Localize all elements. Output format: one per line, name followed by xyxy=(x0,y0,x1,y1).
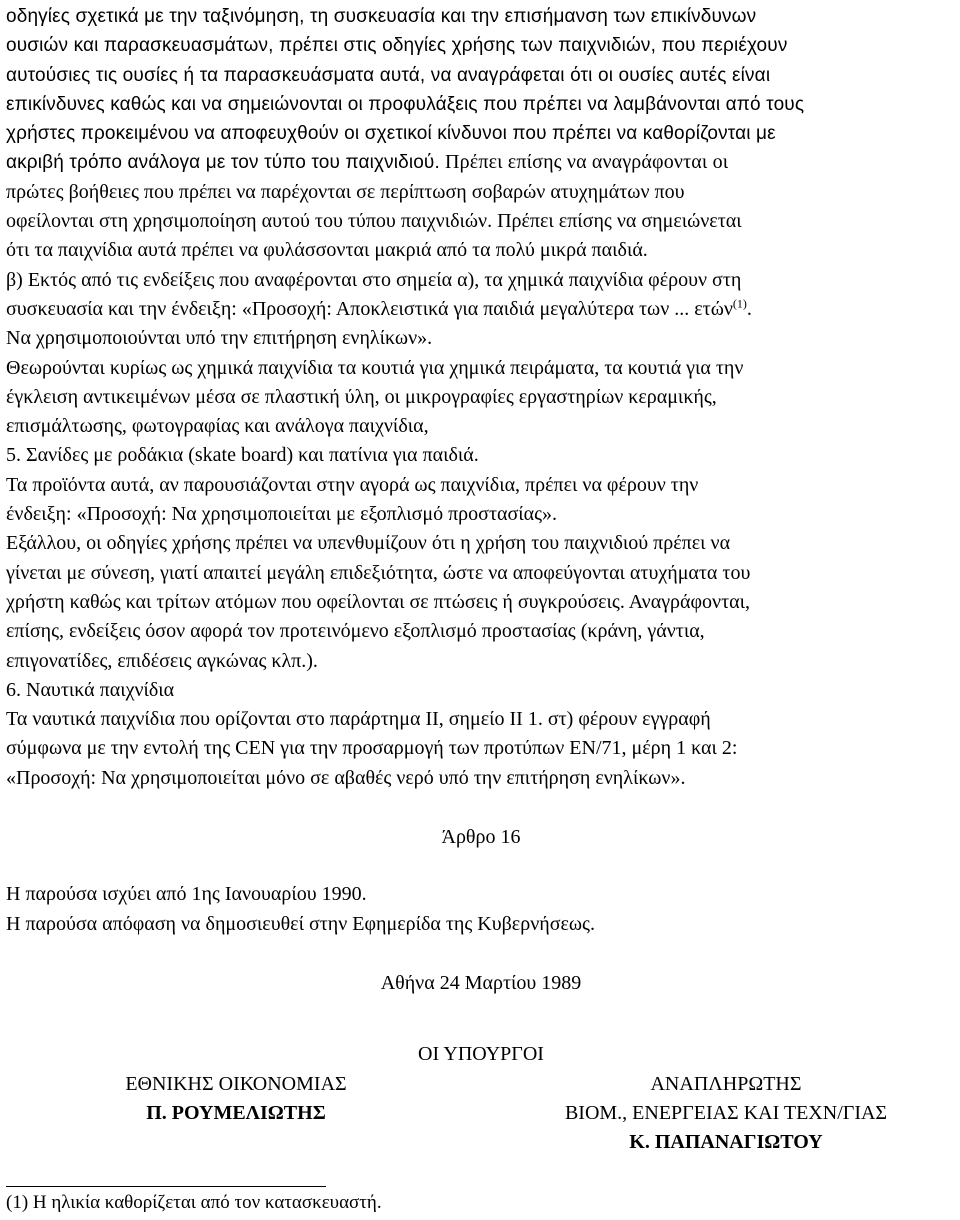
text-line: επιγονατίδες, επιδέσεις αγκώνας κλπ.). xyxy=(6,649,318,672)
text-line: επίσης, ενδείξεις όσον αφορά τον προτεινόμενο εξοπλισμό προστασίας (κράνη, γάντια, xyxy=(6,620,705,643)
first-aid-paragraph xyxy=(6,178,956,266)
text-line: σύμφωνα με την εντολή της CEN για την προσαρμογή των προτύπων EN/71, μέρη 1 και 2: xyxy=(6,737,738,760)
text-line: έγκλειση αντικειμένων μέσα σε πλαστική ύλη, οι μικρογραφίες εργαστηρίων κεραμικής, xyxy=(6,385,717,408)
item-6-heading: 6. Ναυτικά παιχνίδια xyxy=(6,678,175,701)
item-5-heading: 5. Σανίδες με ροδάκια (skate board) και πατίνια για παιδιά. xyxy=(6,444,479,467)
text-line: αυτούσιες τις ουσίες ή τα παρασκευάσματα αυτά, να αναγράφεται ότι οι ουσίες αυτές είναι xyxy=(6,64,771,86)
footnote: (1) Η ηλικία καθορίζεται από τον κατασκευαστή. xyxy=(6,1192,382,1213)
usage-instructions-paragraph xyxy=(6,529,956,675)
signature-right xyxy=(496,1070,956,1158)
document-page xyxy=(6,0,956,1213)
ministers-block xyxy=(6,1040,956,1157)
text-line: χρήστες προκειμένου να αποφευχθούν οι σχετικοί κίνδυνοι που πρέπει να καθορίζονται με xyxy=(6,123,776,145)
text-fragment: Πρέπει επίσης να αναγράφονται οι xyxy=(439,151,729,174)
text-fragment: ακριβή τρόπο ανάλογα με τον τύπο του παιχνιδιού. xyxy=(6,152,440,174)
text-line: επικίνδυνες καθώς και να σημειώνονται οι προφυλάξεις που πρέπει να λαμβάνονται από τους xyxy=(6,93,805,115)
footnote-divider xyxy=(6,1186,326,1187)
text-fragment: . xyxy=(746,297,752,320)
chemical-toys-label-paragraph xyxy=(6,266,956,354)
text-line xyxy=(6,148,956,177)
minister-right-subtitle: ΒΙΟΜ., ΕΝΕΡΓΕΙΑΣ ΚΑΙ ΤΕΧΝ/ΓΙΑΣ xyxy=(564,1101,888,1124)
ministers-heading: ΟΙ ΥΠΟΥΡΓΟΙ xyxy=(418,1043,544,1066)
text-line: οδηγίες σχετικά με την ταξινόμηση, τη συσκευασία και την επισήμανση των επικίνδυνων xyxy=(6,6,757,27)
minister-left-title: ΕΘΝΙΚΗΣ ΟΙΚΟΝΟΜΙΑΣ xyxy=(125,1072,347,1095)
protective-equipment-paragraph xyxy=(6,471,956,530)
text-line: Τα ναυτικά παιχνίδια που ορίζονται στο παράρτημα ΙΙ, σημείο ΙΙ 1. στ) φέρουν εγγραφή xyxy=(6,708,711,731)
text-line: ένδειξη: «Προσοχή: Να χρησιμοποιείται με εξοπλισμό προστασίας». xyxy=(6,503,558,526)
minister-right-title: ΑΝΑΠΛΗΡΩΤΗΣ xyxy=(650,1072,802,1095)
text-line: β) Εκτός από τις ενδείξεις που αναφέρονται στο σημεία α), τα χημικά παιχνίδια φέρουν στη xyxy=(6,268,742,291)
text-line: επισμάλτωσης, φωτογραφίας και ανάλογα παιχνίδια, xyxy=(6,415,429,438)
text-line: ότι τα παιχνίδια αυτά πρέπει να φυλάσσονται μακριά από τα πολύ μικρά παιδιά. xyxy=(6,239,648,262)
effective-date-line: Η παρούσα ισχύει από 1ης Ιανουαρίου 1990. xyxy=(6,883,367,906)
text-line xyxy=(6,207,956,236)
text-line: πρώτες βοήθειες που πρέπει να παρέχονται σε περίπτωση σοβαρών ατυχημάτων που xyxy=(6,180,685,203)
chemical-toys-definition-paragraph xyxy=(6,354,956,442)
text-fragment: συσκευασία και την ένδειξη: «Προσοχή: Αποκλειστικά για παιδιά μεγαλύτερα των ... ετών xyxy=(6,297,733,320)
minister-right-name: Κ. ΠΑΠΑΝΑΓΙΩΤΟΥ xyxy=(629,1131,823,1154)
text-fragment: οφείλονται στη χρησιμοποίηση αυτού του τύπου παιχνιδιών. xyxy=(6,210,493,233)
place-date: Αθήνα 24 Μαρτίου 1989 xyxy=(380,971,582,994)
minister-left-name: Π. ΡΟΥΜΕΛΙΩΤΗΣ xyxy=(146,1101,326,1124)
text-line: Να χρησιμοποιούνται υπό την επιτήρηση ενηλίκων». xyxy=(6,327,433,350)
text-line: χρήστη καθώς και τρίτων ατόμων που οφείλονται σε πτώσεις ή συγκρούσεις. Αναγράφονται, xyxy=(6,590,750,613)
text-line: γίνεται με σύνεση, γιατί απαιτεί μεγάλη επιδεξιότητα, ώστε να αποφεύγονται ατυχήματα του xyxy=(6,561,751,584)
nautical-toys-paragraph xyxy=(6,705,956,793)
text-line xyxy=(6,295,956,324)
text-line: «Προσοχή: Να χρησιμοποιείται μόνο σε αβαθές νερό υπό την επιτήρηση ενηλίκων». xyxy=(6,766,686,789)
signature-left xyxy=(6,1070,466,1158)
text-line: Εξάλλου, οι οδηγίες χρήσης πρέπει να υπενθυμίζουν ότι η χρήση του παιχνιδιού πρέπει να xyxy=(6,532,731,555)
signatures-row xyxy=(6,1070,956,1158)
publication-line: Η παρούσα απόφαση να δημοσιευθεί στην Εφημερίδα της Κυβερνήσεως. xyxy=(6,912,595,935)
text-line: Τα προϊόντα αυτά, αν παρουσιάζονται στην αγορά ως παιχνίδια, πρέπει να φέρουν την xyxy=(6,473,699,496)
text-line: Θεωρούνται κυρίως ως χημικά παιχνίδια τα κουτιά για χημικά πειράματα, τα κουτιά για την xyxy=(6,356,744,379)
footnote-marker: (1) xyxy=(732,296,747,311)
toys-instructions-paragraph xyxy=(6,2,956,178)
text-line: ουσιών και παρασκευασμάτων, πρέπει στις οδηγίες χρήσης των παιχνιδιών, που περιέχουν xyxy=(6,35,788,57)
text-fragment: Πρέπει επίσης να σημειώνεται xyxy=(492,210,742,233)
article-heading: Άρθρο 16 xyxy=(441,826,521,849)
